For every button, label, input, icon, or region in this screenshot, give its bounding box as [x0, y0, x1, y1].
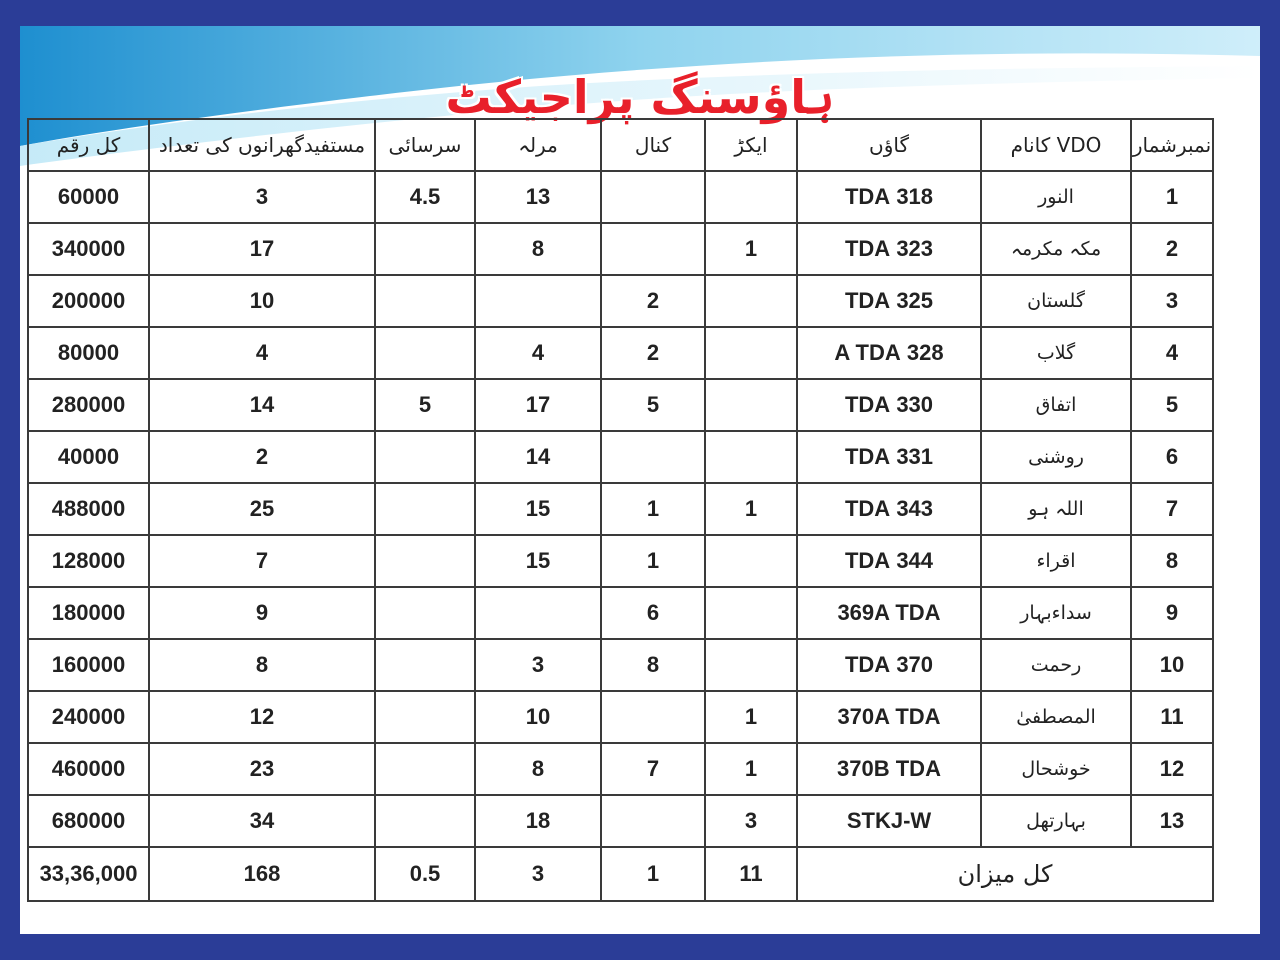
cell-village: 330 TDA [797, 379, 981, 431]
cell-sarsai [375, 691, 475, 743]
cell-amount: 240000 [28, 691, 149, 743]
cell-marla: 4 [475, 327, 601, 379]
cell-acre [705, 171, 797, 223]
cell-village: 369A TDA [797, 587, 981, 639]
cell-kanal [601, 223, 705, 275]
cell-serial: 10 [1131, 639, 1213, 691]
header-vdo-name: VDO کانام [981, 119, 1131, 171]
table-row [28, 587, 1213, 639]
header-marla: مرلہ [475, 119, 601, 171]
cell-kanal: 2 [601, 275, 705, 327]
cell-households: 23 [149, 743, 375, 795]
cell-marla: 17 [475, 379, 601, 431]
cell-marla: 15 [475, 535, 601, 587]
table-row [28, 795, 1213, 847]
cell-acre [705, 639, 797, 691]
cell-serial: 9 [1131, 587, 1213, 639]
cell-kanal [601, 691, 705, 743]
cell-kanal: 1 [601, 535, 705, 587]
cell-kanal [601, 795, 705, 847]
cell-vdo-name: مکہ مکرمہ [981, 223, 1131, 275]
cell-amount: 160000 [28, 639, 149, 691]
table-row [28, 379, 1213, 431]
cell-marla: 13 [475, 171, 601, 223]
cell-acre [705, 431, 797, 483]
cell-marla [475, 275, 601, 327]
table-row [28, 327, 1213, 379]
cell-acre: 1 [705, 483, 797, 535]
cell-kanal [601, 431, 705, 483]
cell-vdo-name: المصطفیٰ [981, 691, 1131, 743]
table-row [28, 743, 1213, 795]
cell-village: 323 TDA [797, 223, 981, 275]
cell-acre [705, 327, 797, 379]
cell-households: 10 [149, 275, 375, 327]
cell-marla: 10 [475, 691, 601, 743]
cell-sarsai [375, 223, 475, 275]
total-amount: 33,36,000 [28, 847, 149, 901]
total-label: کل میزان [797, 847, 1213, 901]
cell-marla: 15 [475, 483, 601, 535]
cell-village: 325 TDA [797, 275, 981, 327]
table-row [28, 223, 1213, 275]
header-sarsai: سرسائی [375, 119, 475, 171]
cell-kanal: 6 [601, 587, 705, 639]
cell-serial: 11 [1131, 691, 1213, 743]
table-row [28, 691, 1213, 743]
cell-village: 331 TDA [797, 431, 981, 483]
cell-kanal: 2 [601, 327, 705, 379]
cell-amount: 680000 [28, 795, 149, 847]
cell-marla [475, 587, 601, 639]
cell-households: 9 [149, 587, 375, 639]
cell-vdo-name: اقراء [981, 535, 1131, 587]
cell-amount: 488000 [28, 483, 149, 535]
cell-kanal: 7 [601, 743, 705, 795]
cell-households: 7 [149, 535, 375, 587]
cell-sarsai: 4.5 [375, 171, 475, 223]
cell-serial: 7 [1131, 483, 1213, 535]
table-row [28, 639, 1213, 691]
cell-acre: 3 [705, 795, 797, 847]
cell-vdo-name: اللہ ہو [981, 483, 1131, 535]
housing-project-table [27, 118, 1214, 902]
cell-households: 4 [149, 327, 375, 379]
cell-vdo-name: رحمت [981, 639, 1131, 691]
cell-acre: 1 [705, 223, 797, 275]
cell-households: 2 [149, 431, 375, 483]
cell-kanal: 1 [601, 483, 705, 535]
table-row [28, 535, 1213, 587]
table-row [28, 275, 1213, 327]
cell-marla: 14 [475, 431, 601, 483]
cell-marla: 3 [475, 639, 601, 691]
cell-vdo-name: النور [981, 171, 1131, 223]
table-row [28, 431, 1213, 483]
cell-serial: 12 [1131, 743, 1213, 795]
cell-acre [705, 587, 797, 639]
cell-sarsai [375, 587, 475, 639]
cell-vdo-name: بہارتھل [981, 795, 1131, 847]
cell-vdo-name: روشنی [981, 431, 1131, 483]
cell-households: 12 [149, 691, 375, 743]
cell-amount: 80000 [28, 327, 149, 379]
cell-village: 344 TDA [797, 535, 981, 587]
cell-amount: 280000 [28, 379, 149, 431]
cell-sarsai [375, 327, 475, 379]
cell-village: 318 TDA [797, 171, 981, 223]
cell-sarsai [375, 743, 475, 795]
cell-households: 8 [149, 639, 375, 691]
cell-vdo-name: گلستان [981, 275, 1131, 327]
cell-households: 3 [149, 171, 375, 223]
cell-kanal [601, 171, 705, 223]
cell-amount: 40000 [28, 431, 149, 483]
cell-village: 370B TDA [797, 743, 981, 795]
cell-kanal: 8 [601, 639, 705, 691]
cell-sarsai [375, 795, 475, 847]
cell-village: 328 A TDA [797, 327, 981, 379]
total-acre: 11 [705, 847, 797, 901]
cell-marla: 8 [475, 743, 601, 795]
cell-households: 17 [149, 223, 375, 275]
total-row [28, 847, 1213, 901]
header-amount: کل رقم [28, 119, 149, 171]
cell-vdo-name: گلاب [981, 327, 1131, 379]
cell-kanal: 5 [601, 379, 705, 431]
cell-marla: 18 [475, 795, 601, 847]
cell-households: 34 [149, 795, 375, 847]
cell-serial: 8 [1131, 535, 1213, 587]
cell-serial: 6 [1131, 431, 1213, 483]
cell-acre [705, 379, 797, 431]
header-village: گاؤں [797, 119, 981, 171]
cell-amount: 340000 [28, 223, 149, 275]
header-acre: ایکڑ [705, 119, 797, 171]
cell-acre [705, 275, 797, 327]
cell-serial: 1 [1131, 171, 1213, 223]
header-kanal: کنال [601, 119, 705, 171]
cell-amount: 460000 [28, 743, 149, 795]
total-households: 168 [149, 847, 375, 901]
cell-amount: 180000 [28, 587, 149, 639]
page-title: ہاؤسنگ پراجیکٹ [445, 70, 835, 124]
cell-acre: 1 [705, 691, 797, 743]
cell-amount: 200000 [28, 275, 149, 327]
cell-sarsai [375, 639, 475, 691]
table-row [28, 171, 1213, 223]
cell-marla: 8 [475, 223, 601, 275]
cell-households: 14 [149, 379, 375, 431]
cell-serial: 2 [1131, 223, 1213, 275]
cell-sarsai [375, 275, 475, 327]
header-serial: نمبرشمار [1131, 119, 1213, 171]
cell-acre: 1 [705, 743, 797, 795]
cell-sarsai: 5 [375, 379, 475, 431]
cell-vdo-name: خوشحال [981, 743, 1131, 795]
cell-village: STKJ-W [797, 795, 981, 847]
cell-serial: 13 [1131, 795, 1213, 847]
cell-amount: 60000 [28, 171, 149, 223]
cell-sarsai [375, 535, 475, 587]
total-kanal: 1 [601, 847, 705, 901]
total-marla: 3 [475, 847, 601, 901]
table-row [28, 483, 1213, 535]
cell-vdo-name: سداءبہار [981, 587, 1131, 639]
header-households: مستفیدگھرانوں کی تعداد [149, 119, 375, 171]
cell-sarsai [375, 483, 475, 535]
cell-serial: 5 [1131, 379, 1213, 431]
cell-serial: 4 [1131, 327, 1213, 379]
cell-amount: 128000 [28, 535, 149, 587]
cell-village: 370 TDA [797, 639, 981, 691]
cell-serial: 3 [1131, 275, 1213, 327]
cell-vdo-name: اتفاق [981, 379, 1131, 431]
header-row [28, 119, 1213, 171]
cell-village: 370A TDA [797, 691, 981, 743]
cell-sarsai [375, 431, 475, 483]
cell-households: 25 [149, 483, 375, 535]
cell-acre [705, 535, 797, 587]
cell-village: 343 TDA [797, 483, 981, 535]
total-sarsai: 0.5 [375, 847, 475, 901]
